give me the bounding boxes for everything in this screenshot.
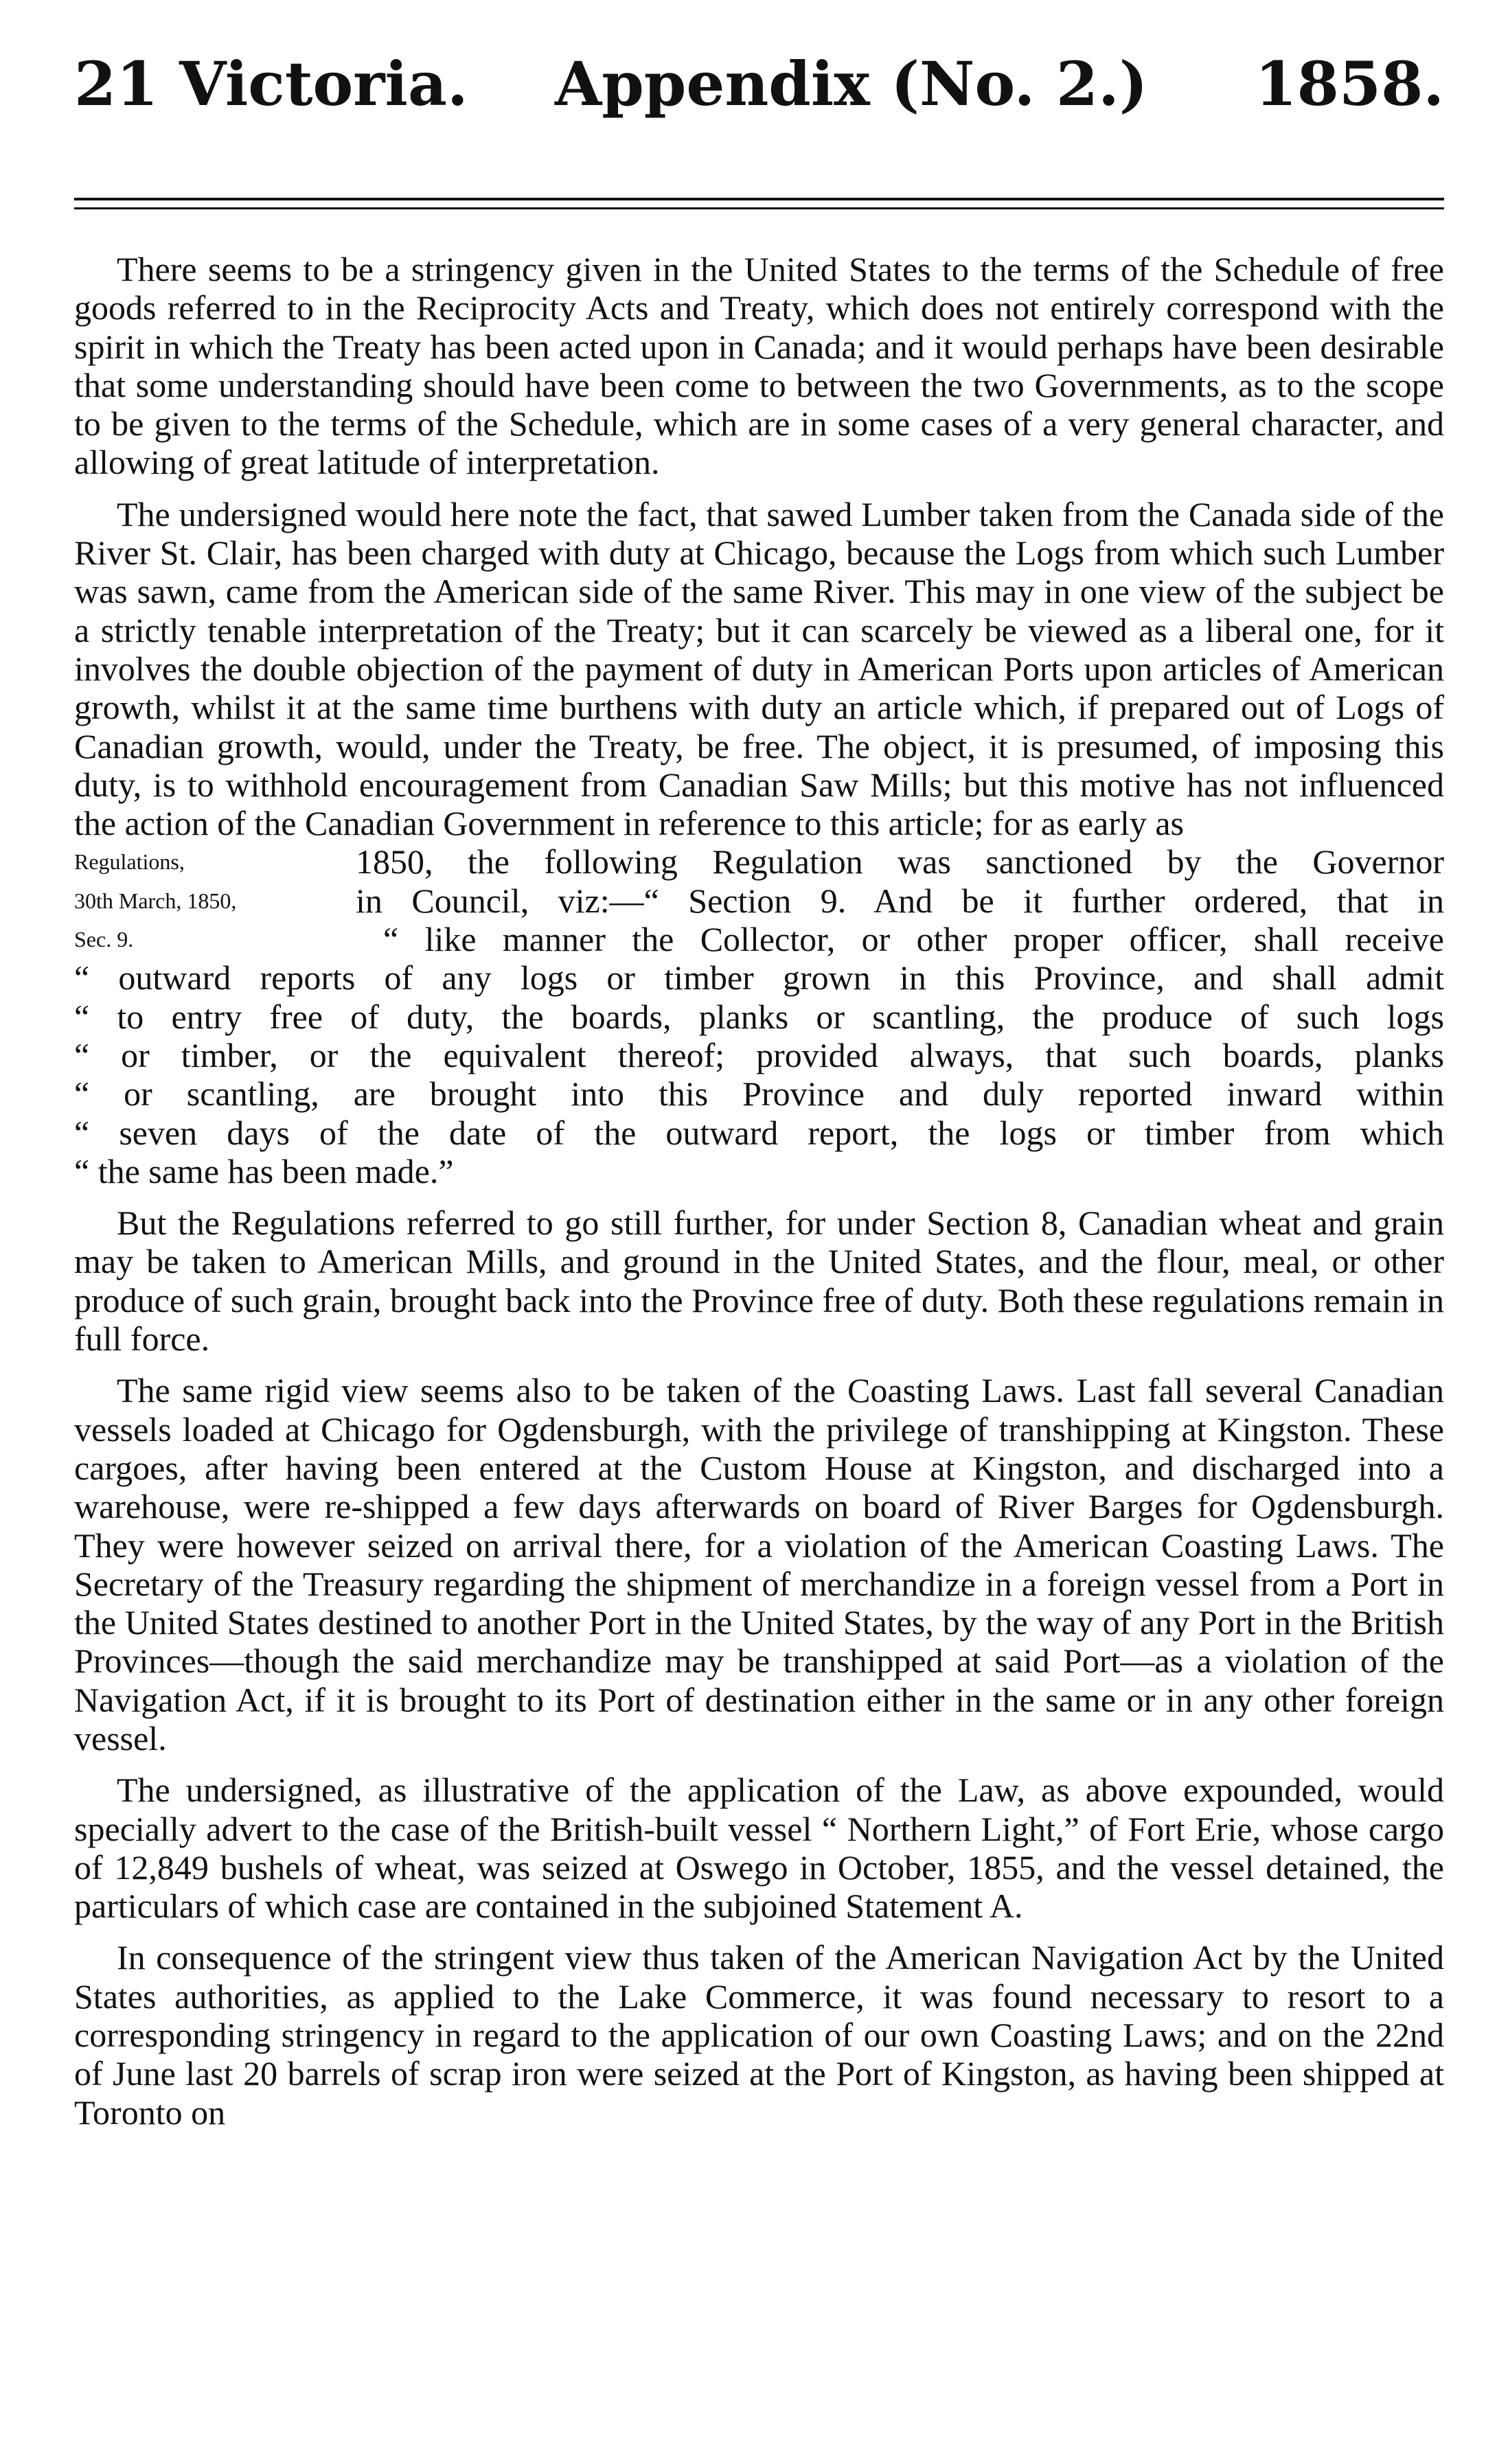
paragraph-northern-light: The undersigned, as illustrative of the application of the Law, as above expounded, would specially advert to the case of the British-built vessel “ Northern Light,” of Fort Erie, whose cargo of 12,849 bushels of wheat, was seized at Oswego in October, 1855, and the vessel detained, the particulars of which case are contained in the subjoined Statement A.: [74, 1771, 1444, 1926]
paragraph-regulations-further: But the Regulations referred to go still further, for under Section 8, Canadian wheat and grain may be taken to American Mills, and ground in the United States, and the flour, meal, or other produce of such grain, brought back into the Province free of duty. Both these regulations remain in full force.: [74, 1204, 1444, 1359]
quote-line: “ the same has been made.”: [74, 1151, 454, 1190]
margin-note-line: 30th March, 1850,: [74, 888, 237, 913]
regulation-text: [356, 842, 1444, 958]
margin-note-line: Regulations,: [74, 849, 185, 875]
body-text: [74, 250, 1444, 2145]
paragraph-lumber: The undersigned would here note the fact, that sawed Lumber taken from the Canada side of the River St. Clair, has been charged with duty at Chicago, because the Logs from which such Lumber was sawn, came from the American side of the same River. This may in one view of the subject be a strictly tenable interpretation of the Treaty; but it can scarcely be viewed as a liberal one, for it involves the double objection of the payment of duty in American Ports upon articles of American growth, whilst it at the same time burthens with duty an article which, if prepared out of Logs of Canadian growth, would, under the Treaty, be free. The object, it is presumed, of imposing this duty, is to withhold encouragement from Canadian Saw Mills; but this motive has not influenced the action of the Canadian Government in reference to this article; for as early as: [74, 494, 1444, 843]
quote-line: “ seven days of the date of the outward report, the logs or timber from which: [74, 1113, 1444, 1152]
header-session: 21 Victoria.: [74, 48, 468, 119]
quote-line: “ outward reports of any logs or timber grown in this Province, and shall admit: [74, 958, 1444, 998]
quote-line: “ or timber, or the equivalent thereof; provided always, that such boards, planks: [74, 1035, 1444, 1074]
paragraph-navigation-act: In consequence of the stringent view thus taken of the American Navigation Act by the United States authorities, as applied to the Lake Commerce, it was found necessary to resort to a corresponding stringency in regard to the application of our own Coasting Laws; and on the 22nd of June last 20 barrels of scrap iron were seized at the Port of Kingston, as having been shipped at Toronto on: [74, 1938, 1444, 2132]
paragraph-stringency: There seems to be a stringency given in the United States to the terms of the Schedule of free goods referred to in the Reciprocity Acts and Treaty, which does not entirely correspond with the spirit in which the Treaty has been acted upon in Canada; and it would perhaps have been desirable that some understanding should have been come to between the two Governments, as to the scope to be given to the terms of the Schedule, which are in some cases of a very general character, and allowing of great latitude of interpretation.: [74, 250, 1444, 482]
header-appendix: Appendix (No. 2.): [555, 48, 1148, 119]
quote-line: “ or scantling, are brought into this Province and duly reported inward within: [74, 1074, 1444, 1114]
header-rule-thick: [74, 198, 1444, 200]
regulation-line: in Council, viz:—“ Section 9. And be it further ordered, that in: [356, 881, 1444, 920]
regulation-line: “ like manner the Collector, or other proper officer, shall receive: [383, 920, 1444, 959]
regulation-quote: [74, 958, 1444, 1190]
header-rule-thin: [74, 207, 1444, 209]
paragraph-coasting-laws: The same rigid view seems also to be taken of the Coasting Laws. Last fall several Canadian vessels loaded at Chicago for Ogdensburgh, with the privilege of transhipping at Kingston. These cargoes, after having been entered at the Custom House at Kingston, and discharged into a warehouse, were re-shipped a few days afterwards on board of River Barges for Ogdensburgh. They were however seized on arrival there, for a violation of the American Coasting Laws. The Secretary of the Treasury regarding the shipment of merchandize in a foreign vessel from a Port in the United States destined to another Port in the United States, by the way of any Port in the British Provinces—though the said merchandize may be transhipped at said Port—as a violation of the Navigation Act, if it is brought to its Port of destination either in the same or in any other foreign vessel.: [74, 1371, 1444, 1758]
regulation-block: [74, 842, 1444, 958]
margin-note: [74, 842, 356, 958]
quote-line: “ to entry free of duty, the boards, planks or scantling, the produce of such logs: [74, 997, 1444, 1036]
regulation-line: 1850, the following Regulation was sanctioned by the Governor: [356, 842, 1444, 882]
header-year: 1858.: [1255, 48, 1444, 119]
margin-note-line: Sec. 9.: [74, 927, 134, 952]
page-header: [74, 43, 1444, 159]
